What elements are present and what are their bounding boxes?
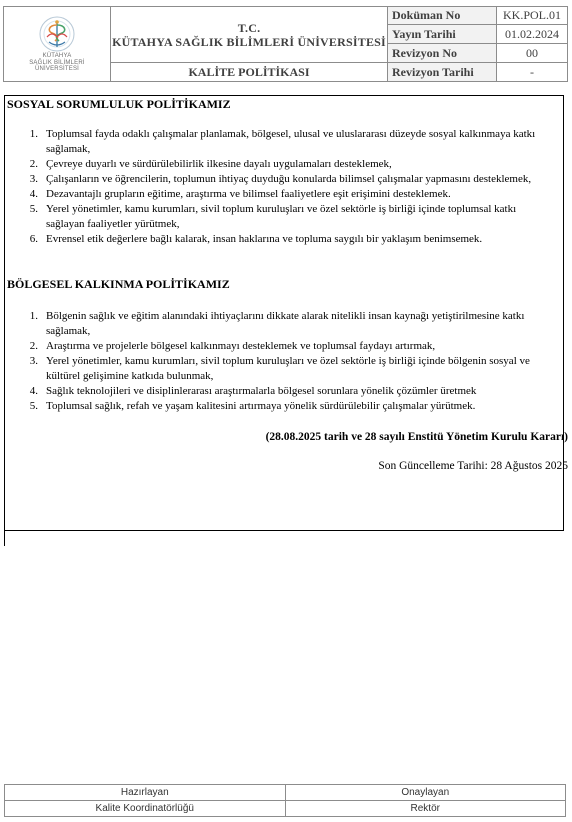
regional-development-list xyxy=(24,309,552,414)
university-name: KÜTAHYA SAĞLIK BİLİMLERİ ÜNİVERSİTESİ xyxy=(112,34,386,49)
meta-value-revision-no: 00 xyxy=(497,44,568,63)
meta-value-revision-date: - xyxy=(497,63,568,82)
logo-text-line: ÜNİVERSİTESİ xyxy=(34,66,80,73)
tc-label: T.C. xyxy=(237,20,261,35)
logo-emblem-icon xyxy=(35,15,79,53)
content-border-stub xyxy=(4,531,5,546)
university-title-cell xyxy=(111,7,388,63)
list-item-text: Yerel yönetimler, kamu kurumları, sivil toplum kuruluşları ve özel sektörle iş birliği içinde toplumsal katkı sağlayan faaliyetler yürütmek, xyxy=(46,203,517,230)
meta-label-publish-date: Yayın Tarihi xyxy=(388,25,497,44)
list-item-text: Toplumsal sağlık, refah ve yaşam kalitesini artırmaya yönelik sürdürülebilir çalışmalar yürütmek. xyxy=(46,400,476,412)
logo-cell xyxy=(4,7,111,82)
meta-label-revision-no: Revizyon No xyxy=(388,44,497,63)
meta-label-revision-date: Revizyon Tarihi xyxy=(388,63,497,82)
list-item: 6. Evrensel etik değerlere bağlı kalarak, insan haklarına ve topluma saygılı bir yaklaşım benimsemek. xyxy=(29,233,483,245)
section-title-social-responsibility: SOSYAL SORUMLULUK POLİTİKAMIZ xyxy=(7,97,231,111)
document-title-cell xyxy=(111,63,388,82)
university-logo xyxy=(4,15,110,73)
list-item: 4. Dezavantajlı grupların eğitime, araştırma ve bilimsel faaliyetlere eşit erişimini desteklemek. xyxy=(29,188,451,200)
list-item: 2. Araştırma ve projelerle bölgesel kalkınmayı desteklemek ve toplumsal faydayı artırmak, xyxy=(29,340,436,352)
list-item-text: Bölgenin sağlık ve eğitim alanındaki ihtiyaçlarını dikkate alarak nitelikli insan kaynağı yetiştirilmesine katkı sağlamak, xyxy=(46,310,525,337)
board-decision-note: (28.08.2025 tarih ve 28 sayılı Enstitü Yönetim Kurulu Kararı) xyxy=(265,431,568,443)
list-item: 5. Toplumsal sağlık, refah ve yaşam kalitesini artırmaya yönelik sürdürülebilir çalışmalar yürütmek. xyxy=(29,400,476,412)
list-item-text: Yerel yönetimler, kamu kurumları, sivil toplum kuruluşları ve özel sektörle iş birliği içinde bölgenin sosyal ve kültürel gelişimine katkıda bulunmak, xyxy=(46,355,530,382)
meta-label-doc-no: Doküman No xyxy=(388,7,497,25)
document-header xyxy=(3,6,568,82)
list-item: 4. Sağlık teknolojileri ve disiplinlerarası araştırmalarla bölgesel sorunlara yönelik çözümler üretmek xyxy=(29,385,477,397)
approved-by-value: Rektör xyxy=(285,801,566,817)
last-updated-date: Son Güncelleme Tarihi: 28 Ağustos 2025 xyxy=(378,460,568,472)
list-item: 5. Yerel yönetimler, kamu kurumları, sivil toplum kuruluşları ve özel sektörle iş birliği içinde toplumsal katkı sağlayan faaliyetler yürütmek, xyxy=(29,203,517,230)
approved-by-label: Onaylayan xyxy=(285,785,566,801)
list-item: 3. Çalışanların ve öğrencilerin, toplumun ihtiyaç duyduğu konularda bilimsel çalışmalar yapmasını desteklemek, xyxy=(29,173,532,185)
list-item-text: Araştırma ve projelerle bölgesel kalkınmayı desteklemek ve toplumsal faydayı artırmak, xyxy=(46,340,436,352)
logo-text-line: SAĞLIK BİLİMLERİ xyxy=(29,59,85,66)
approval-footer xyxy=(4,784,566,817)
list-item-text: Çevreye duyarlı ve sürdürülebilirlik ilkesine dayalı uygulamaları desteklemek, xyxy=(46,158,392,170)
logo-text-line: KÜTAHYA xyxy=(42,53,72,60)
prepared-by-label: Hazırlayan xyxy=(5,785,286,801)
list-item-text: Çalışanların ve öğrencilerin, toplumun ihtiyaç duyduğu konularda bilimsel çalışmalar yapmasını desteklemek, xyxy=(46,173,532,185)
meta-value-doc-no: KK.POL.01 xyxy=(497,7,568,25)
social-responsibility-list xyxy=(24,127,552,247)
list-item: 1. Toplumsal fayda odaklı çalışmalar planlamak, bölgesel, ulusal ve uluslararası düzeyde sosyal kalkınmaya katkı sağlamak, xyxy=(29,128,536,155)
list-item-text: Toplumsal fayda odaklı çalışmalar planlamak, bölgesel, ulusal ve uluslararası düzeyde sosyal kalkınmaya katkı sağlamak, xyxy=(46,128,536,155)
document-title: KALİTE POLİTİKASI xyxy=(188,65,310,79)
list-item-text: Dezavantajlı grupların eğitime, araştırma ve bilimsel faaliyetlere eşit erişimini desteklemek. xyxy=(46,188,451,200)
list-item-text: Evrensel etik değerlere bağlı kalarak, insan haklarına ve topluma saygılı bir yaklaşım benimsemek. xyxy=(46,233,483,245)
list-item-text: Sağlık teknolojileri ve disiplinlerarası araştırmalarla bölgesel sorunlara yönelik çözümler üretmek xyxy=(46,385,477,397)
list-item: 2. Çevreye duyarlı ve sürdürülebilirlik ilkesine dayalı uygulamaları desteklemek, xyxy=(29,158,392,170)
meta-value-publish-date: 01.02.2024 xyxy=(497,25,568,44)
prepared-by-value: Kalite Koordinatörlüğü xyxy=(5,801,286,817)
list-item: 3. Yerel yönetimler, kamu kurumları, sivil toplum kuruluşları ve özel sektörle iş birliği içinde bölgenin sosyal ve kültürel gelişimine katkıda bulunmak, xyxy=(29,355,530,382)
list-item: 1. Bölgenin sağlık ve eğitim alanındaki ihtiyaçlarını dikkate alarak nitelikli insan kaynağı yetiştirilmesine katkı sağlamak, xyxy=(29,310,525,337)
section-title-regional-development: BÖLGESEL KALKINMA POLİTİKAMIZ xyxy=(7,277,230,291)
